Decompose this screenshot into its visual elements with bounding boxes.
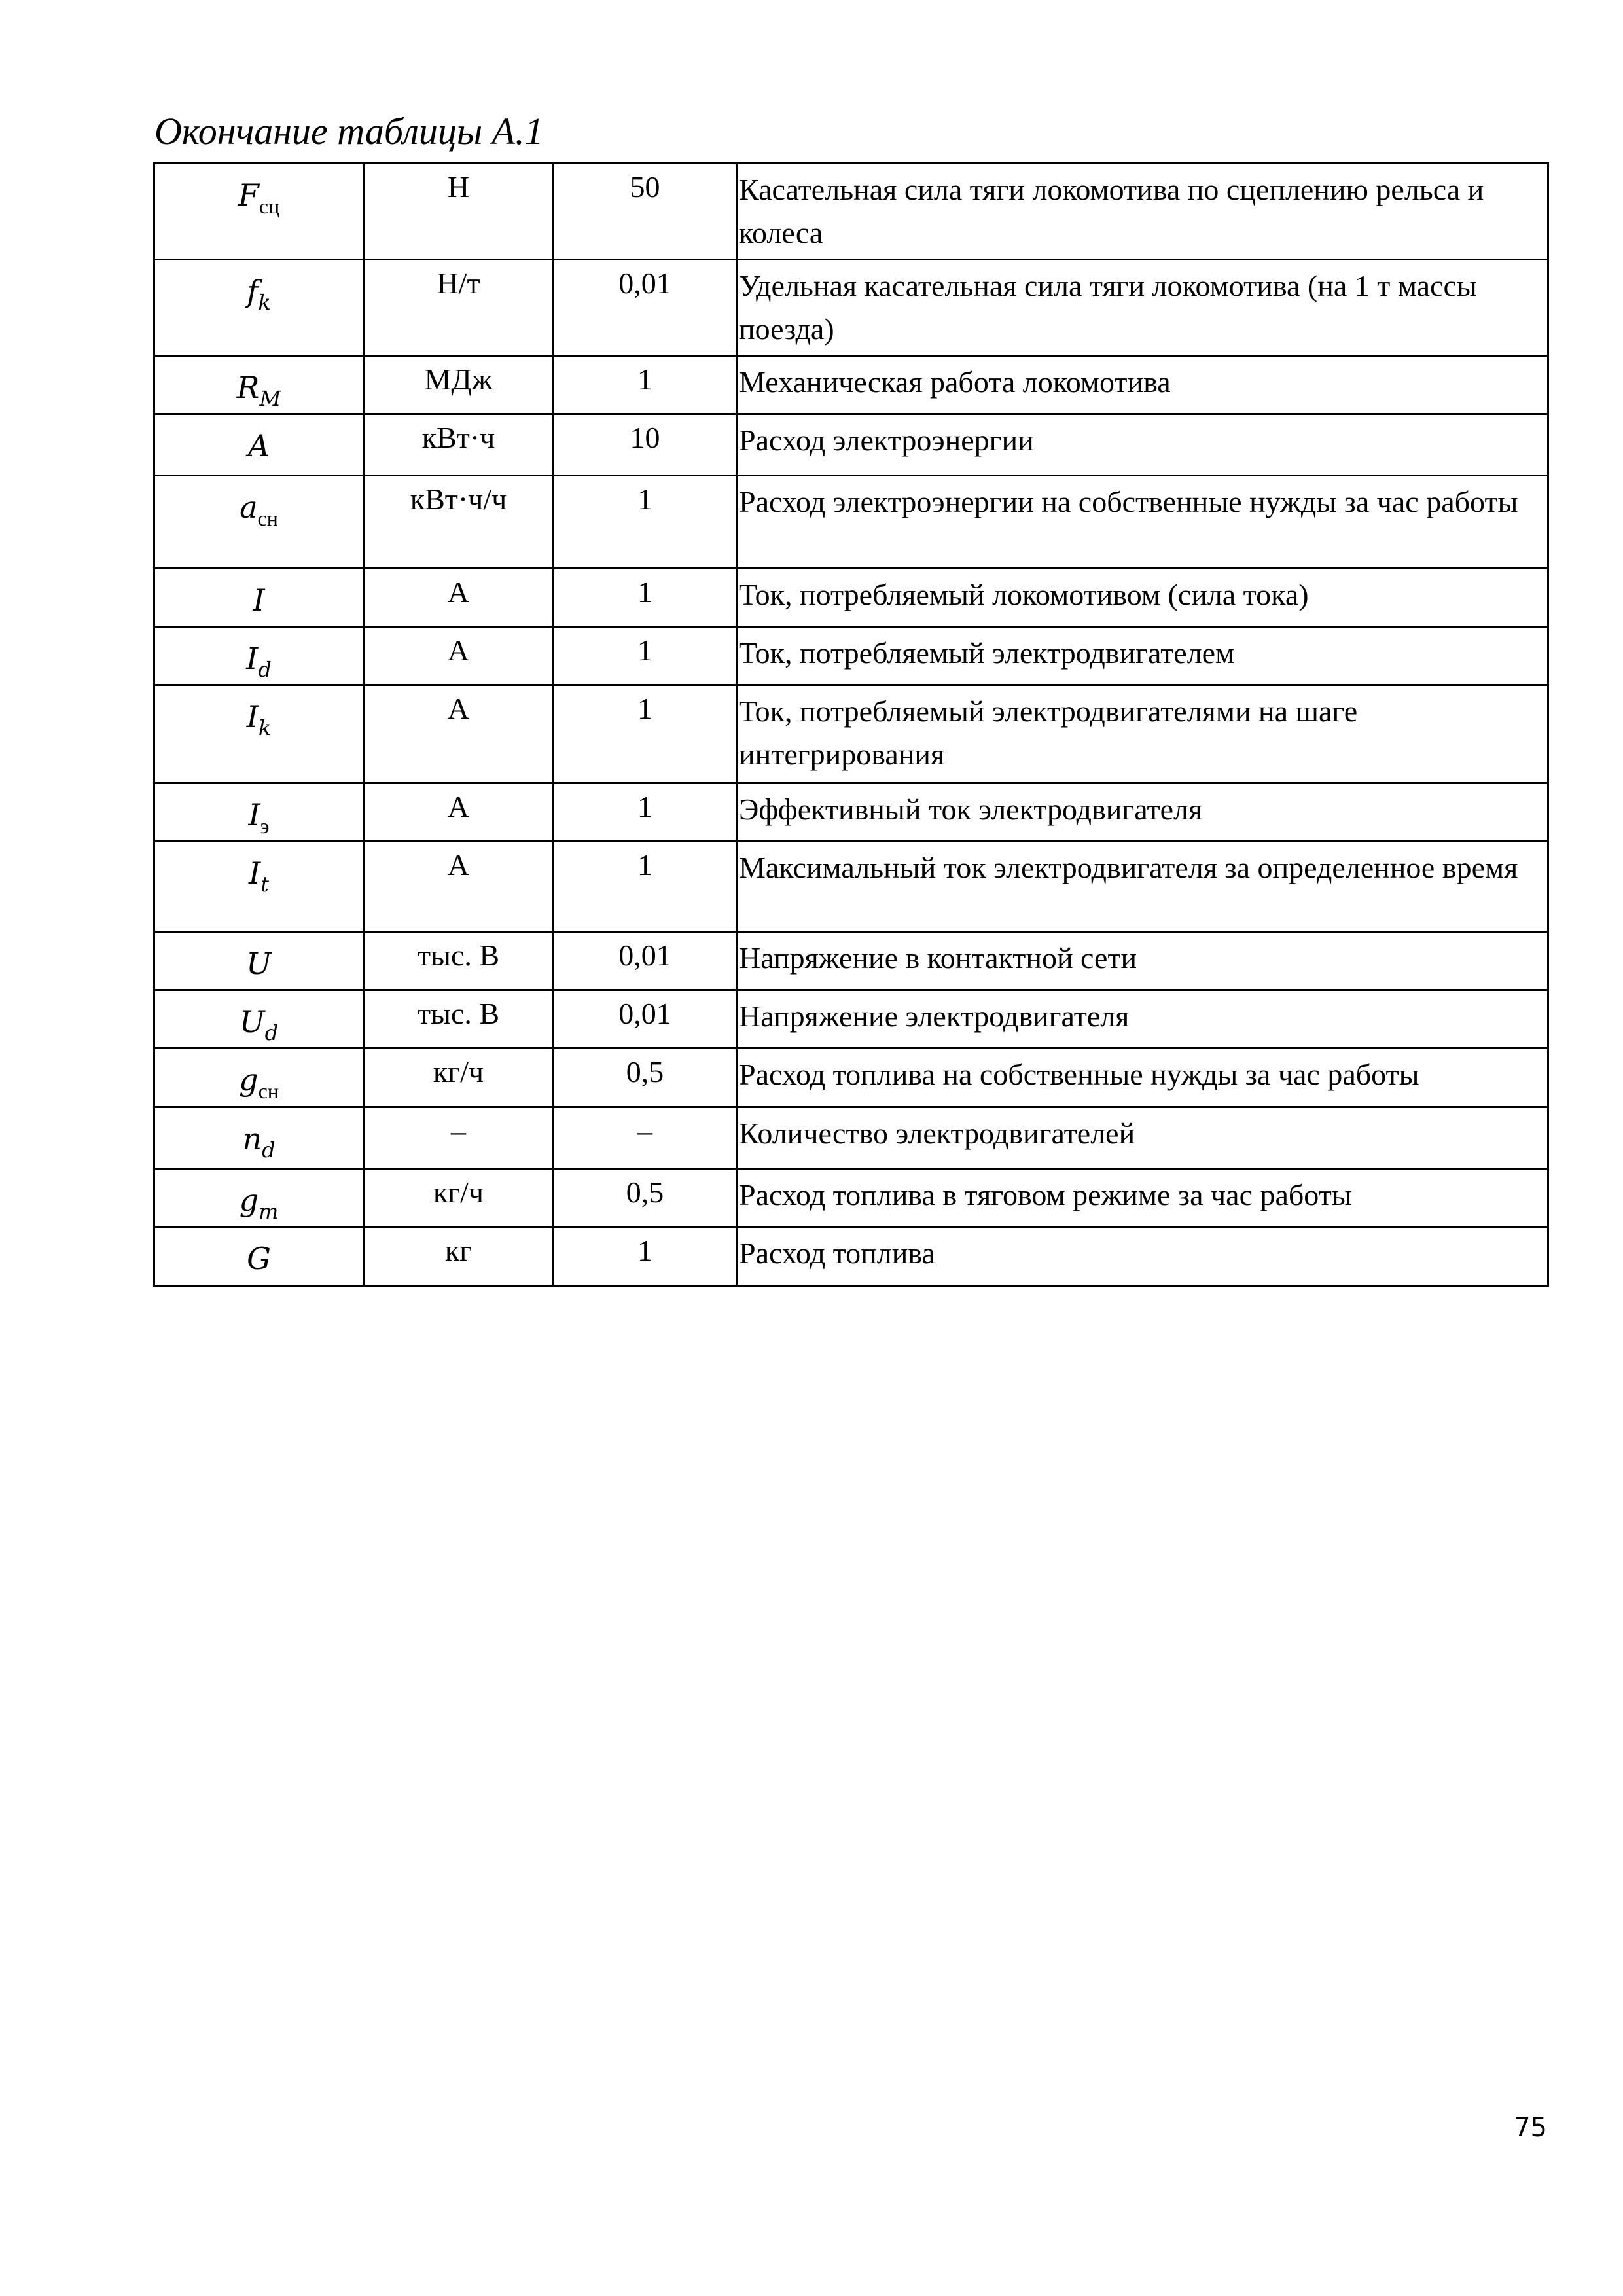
value-cell: – bbox=[554, 1107, 737, 1169]
symbol-letter: g bbox=[239, 1062, 259, 1098]
unit-cell: кг bbox=[364, 1227, 554, 1286]
unit-cell: А bbox=[364, 842, 554, 932]
symbol-letter: I bbox=[246, 699, 259, 734]
table-row bbox=[154, 164, 1548, 260]
symbol-subscript: d bbox=[264, 1020, 279, 1045]
symbol-cell bbox=[154, 260, 364, 356]
value-cell: 1 bbox=[554, 627, 737, 685]
table-body bbox=[154, 164, 1548, 1286]
unit-cell: А bbox=[364, 783, 554, 842]
symbol-subscript: сн bbox=[257, 507, 278, 530]
symbol-cell bbox=[154, 1227, 364, 1286]
symbol-subscript: d bbox=[258, 657, 272, 682]
table-row bbox=[154, 414, 1548, 476]
table-row bbox=[154, 685, 1548, 783]
unit-cell: МДж bbox=[364, 356, 554, 414]
value-cell: 1 bbox=[554, 569, 737, 627]
page-number: 75 bbox=[1514, 2113, 1547, 2143]
symbol-subscript: k bbox=[258, 715, 272, 740]
symbol-letter: I bbox=[246, 641, 259, 676]
symbol-cell bbox=[154, 627, 364, 685]
table-row bbox=[154, 842, 1548, 932]
unit-cell: А bbox=[364, 569, 554, 627]
value-cell: 0,5 bbox=[554, 1169, 737, 1227]
description-cell: Максимальный ток электродвигателя за определенное время bbox=[737, 842, 1548, 932]
description-cell: Расход электроэнергии bbox=[737, 414, 1548, 476]
symbol-letter: A bbox=[247, 428, 270, 463]
value-cell: 1 bbox=[554, 685, 737, 783]
value-cell: 1 bbox=[554, 476, 737, 569]
symbol-letter: U bbox=[239, 1004, 265, 1039]
symbol-letter: a bbox=[240, 490, 258, 525]
description-cell: Ток, потребляемый электродвигателями на шаге интегрирования bbox=[737, 685, 1548, 783]
symbol-cell bbox=[154, 842, 364, 932]
symbol-subscript: m bbox=[259, 1199, 279, 1224]
symbol-cell bbox=[154, 414, 364, 476]
symbol-letter: R bbox=[236, 370, 260, 405]
description-cell: Эффективный ток электродвигателя bbox=[737, 783, 1548, 842]
table-row bbox=[154, 932, 1548, 990]
symbol-letter: I bbox=[253, 583, 265, 618]
value-cell: 0,01 bbox=[554, 990, 737, 1049]
description-cell: Механическая работа локомотива bbox=[737, 356, 1548, 414]
symbol-subscript: d bbox=[262, 1138, 276, 1162]
unit-cell: кВт·ч bbox=[364, 414, 554, 476]
symbol-letter: n bbox=[242, 1121, 262, 1157]
symbol-cell bbox=[154, 1107, 364, 1169]
value-cell: 50 bbox=[554, 164, 737, 260]
table-row bbox=[154, 1107, 1548, 1169]
description-cell: Касательная сила тяги локомотива по сцеплению рельса и колеса bbox=[737, 164, 1548, 260]
symbol-letter: I bbox=[248, 797, 260, 833]
unit-cell: А bbox=[364, 685, 554, 783]
table-row bbox=[154, 627, 1548, 685]
description-cell: Удельная касательная сила тяги локомотива (на 1 т массы поезда) bbox=[737, 260, 1548, 356]
table-row bbox=[154, 1049, 1548, 1107]
symbol-subscript: э bbox=[260, 814, 270, 838]
symbol-subscript: сц bbox=[259, 194, 280, 218]
symbol-cell bbox=[154, 1049, 364, 1107]
parameters-table bbox=[153, 162, 1549, 1287]
symbol-cell bbox=[154, 1169, 364, 1227]
unit-cell: кг/ч bbox=[364, 1049, 554, 1107]
symbol-cell bbox=[154, 164, 364, 260]
symbol-subscript: t bbox=[260, 872, 270, 897]
symbol-letter: I bbox=[248, 855, 261, 891]
value-cell: 1 bbox=[554, 842, 737, 932]
value-cell: 10 bbox=[554, 414, 737, 476]
table-caption: Окончание таблицы А.1 bbox=[154, 110, 544, 152]
unit-cell: А bbox=[364, 627, 554, 685]
symbol-subscript: сн bbox=[258, 1079, 279, 1103]
symbol-cell bbox=[154, 476, 364, 569]
description-cell: Напряжение электродвигателя bbox=[737, 990, 1548, 1049]
symbol-cell bbox=[154, 685, 364, 783]
unit-cell: тыс. В bbox=[364, 932, 554, 990]
symbol-cell bbox=[154, 783, 364, 842]
table-row bbox=[154, 356, 1548, 414]
unit-cell: тыс. В bbox=[364, 990, 554, 1049]
table-row bbox=[154, 1169, 1548, 1227]
symbol-cell bbox=[154, 990, 364, 1049]
table-row bbox=[154, 783, 1548, 842]
symbol-letter: U bbox=[246, 946, 272, 981]
symbol-letter: g bbox=[239, 1183, 259, 1218]
description-cell: Расход электроэнергии на собственные нужды за час работы bbox=[737, 476, 1548, 569]
value-cell: 1 bbox=[554, 783, 737, 842]
table-row bbox=[154, 476, 1548, 569]
unit-cell: Н bbox=[364, 164, 554, 260]
description-cell: Расход топлива на собственные нужды за час работы bbox=[737, 1049, 1548, 1107]
description-cell: Расход топлива в тяговом режиме за час работы bbox=[737, 1169, 1548, 1227]
description-cell: Ток, потребляемый электродвигателем bbox=[737, 627, 1548, 685]
value-cell: 1 bbox=[554, 1227, 737, 1286]
value-cell: 1 bbox=[554, 356, 737, 414]
unit-cell: кВт·ч/ч bbox=[364, 476, 554, 569]
symbol-letter: f bbox=[247, 274, 259, 309]
symbol-letter: G bbox=[247, 1241, 271, 1276]
description-cell: Ток, потребляемый локомотивом (сила тока) bbox=[737, 569, 1548, 627]
symbol-subscript: k bbox=[258, 290, 271, 315]
unit-cell: кг/ч bbox=[364, 1169, 554, 1227]
value-cell: 0,5 bbox=[554, 1049, 737, 1107]
value-cell: 0,01 bbox=[554, 932, 737, 990]
value-cell: 0,01 bbox=[554, 260, 737, 356]
description-cell: Количество электродвигателей bbox=[737, 1107, 1548, 1169]
symbol-cell bbox=[154, 932, 364, 990]
table-row bbox=[154, 990, 1548, 1049]
symbol-letter: F bbox=[238, 177, 259, 213]
description-cell: Напряжение в контактной сети bbox=[737, 932, 1548, 990]
table-row bbox=[154, 1227, 1548, 1286]
symbol-subscript: M bbox=[259, 386, 281, 411]
description-cell: Расход топлива bbox=[737, 1227, 1548, 1286]
unit-cell: Н/т bbox=[364, 260, 554, 356]
table-row bbox=[154, 569, 1548, 627]
table-row bbox=[154, 260, 1548, 356]
symbol-cell bbox=[154, 356, 364, 414]
symbol-cell bbox=[154, 569, 364, 627]
unit-cell: – bbox=[364, 1107, 554, 1169]
